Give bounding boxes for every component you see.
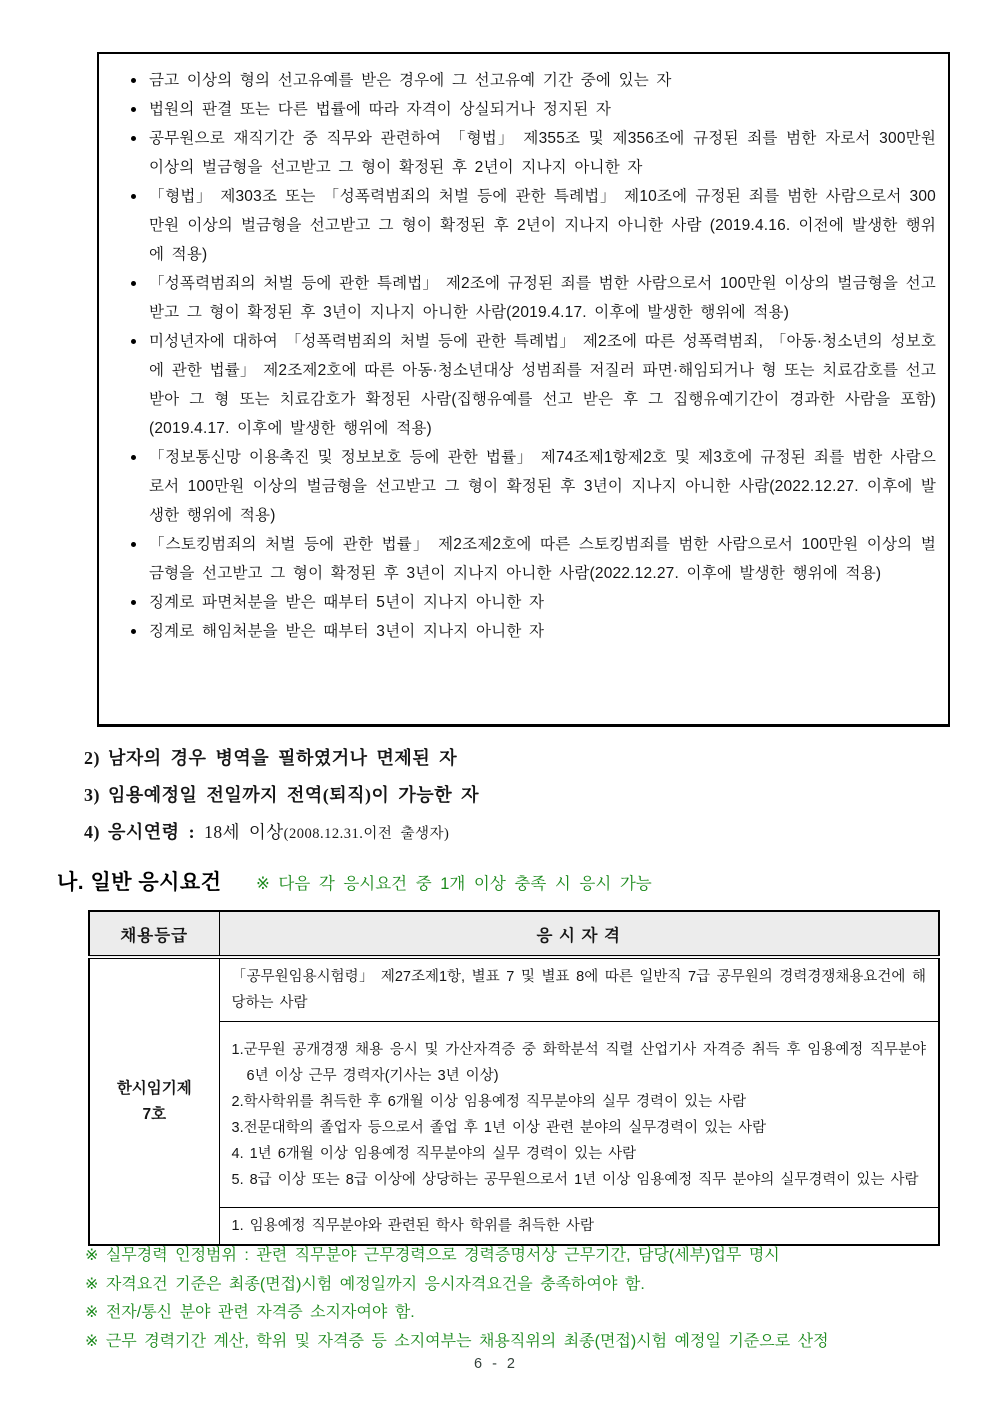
disqualification-item-text: 「스토킹범죄의 처벌 등에 관한 법률」 제2조제2호에 따른 스토킹범죄를 범한 사람으로서 100만원 이상의 벌금형을 선고받고 그 형이 확정된 후 3년이 지나지 아니한 사람(2022.12.27. 이후에 발생한 행위에 적용) xyxy=(149,536,936,582)
footnote: ※ 실무경력 인정범위 : 관련 직무분야 근무경력으로 경력증명서상 근무기간, 담당(세부)업무 명시 xyxy=(85,1247,780,1264)
section-note: ※ 다음 각 응시요건 중 1개 이상 충족 시 응시 가능 xyxy=(255,875,652,893)
footnote: ※ 전자/통신 분야 관련 자격증 소지자여야 함. xyxy=(85,1304,415,1321)
disqualification-item-text: 공무원으로 재직기간 중 직무와 관련하여 「형법」 제355조 및 제356조에 규정된 죄를 범한 자로서 300만원 이상의 벌금형을 선고받고 그 형이 확정된 후 2년이 지나지 아니한 자 xyxy=(149,130,936,176)
disqualification-box xyxy=(97,52,950,727)
condition-text: 남자의 경우 병역을 필하였거나 면제된 자 xyxy=(108,748,458,768)
qualification-cell-experience xyxy=(219,1022,939,1208)
table-row xyxy=(89,957,939,1022)
section-heading-row xyxy=(57,866,957,896)
condition-military-service xyxy=(84,740,944,777)
qualification-item: 2.학사학위를 취득한 후 6개월 이상 임용예정 직무분야의 실무 경력이 있는 사람 xyxy=(231,1093,747,1110)
qualification-item: 3.전문대학의 졸업자 등으로서 졸업 후 1년 이상 관련 분야의 실무경력이 있는 사람 xyxy=(231,1119,767,1136)
condition-number: 3) xyxy=(84,785,100,805)
qualification-text: 「공무원임용시험령」 제27조제1항, 별표 7 및 별표 8에 따른 일반직 7급 공무원의 경력경쟁채용요건에 해당하는 사람 xyxy=(231,969,926,1011)
disqualification-item xyxy=(111,443,936,530)
col-header-grade: 채용등급 xyxy=(89,911,219,957)
condition-colon: : xyxy=(179,822,205,842)
bullet-icon xyxy=(131,107,136,112)
qualification-item: 5. 8급 이상 또는 8급 이상에 상당하는 공무원으로서 1년 이상 임용예정 직무 분야의 실무경력이 있는 사람 xyxy=(231,1171,919,1188)
bullet-icon xyxy=(131,542,136,547)
bullet-icon xyxy=(131,455,136,460)
bullet-icon xyxy=(131,629,136,634)
condition-number: 4) xyxy=(84,822,100,842)
general-conditions-list xyxy=(84,740,944,853)
section-title: 나. 일반 응시요건 xyxy=(57,871,222,894)
disqualification-item-text: 법원의 판결 또는 다른 법률에 따라 자격이 상실되거나 정지된 자 xyxy=(149,101,612,118)
qualification-cell-general xyxy=(219,957,939,1022)
condition-value: 18세 이상 xyxy=(204,822,284,842)
bullet-icon xyxy=(131,281,136,286)
disqualification-item xyxy=(111,66,936,95)
disqualification-item xyxy=(111,617,936,646)
condition-number: 2) xyxy=(84,748,100,768)
bullet-icon xyxy=(131,600,136,605)
grade-cell xyxy=(89,957,219,1245)
condition-discharge xyxy=(84,777,944,814)
disqualification-item xyxy=(111,95,936,124)
disqualification-item-text: 「형법」 제303조 또는 「성폭력범죄의 처벌 등에 관한 특례법」 제10조에 규정된 죄를 범한 사람으로서 300만원 이상의 벌금형을 선고받고 그 형이 확정된 후 2년이 지나지 아니한 사람 (2019.4.16. 이전에 발생한 행위에 적용) xyxy=(149,188,936,263)
disqualification-item xyxy=(111,530,936,588)
footnotes xyxy=(85,1242,960,1356)
qualification-text: 1. 임용예정 직무분야와 관련된 학사 학위를 취득한 사람 xyxy=(231,1218,594,1234)
footnote: ※ 근무 경력기간 계산, 학위 및 자격증 등 소지여부는 채용직위의 최종(면접)시험 예정일 기준으로 산정 xyxy=(85,1332,829,1350)
disqualification-item-text: 미성년자에 대하여 「성폭력범죄의 처벌 등에 관한 특례법」 제2조에 따른 성폭력범죄, 「아동·청소년의 성보호에 관한 법률」 제2조제2호에 따른 아동·청소년대상 성범죄를 저질러 파면·해임되거나 형 또는 치료감호를 선고받아 그 형 또는 치료감호가 확정된 사람(집행유예를 선고 받은 후 그 집행유예기간이 경과한 사람을 포함)(2019.4.17. 이후에 발생한 행위에 적용) xyxy=(149,333,936,437)
condition-text: 임용예정일 전일까지 전역(퇴직)이 가능한 자 xyxy=(108,785,479,805)
disqualification-list xyxy=(111,66,936,646)
disqualification-item-text: 금고 이상의 형의 선고유예를 받은 경우에 그 선고유예 기간 중에 있는 자 xyxy=(149,72,672,89)
qualification-item: 4. 1년 6개월 이상 임용예정 직무분야의 실무 경력이 있는 사람 xyxy=(231,1145,637,1162)
disqualification-item-text: 징계로 해임처분을 받은 때부터 3년이 지나지 아니한 자 xyxy=(149,623,545,640)
qualification-cell-degree xyxy=(219,1208,939,1246)
disqualification-item-text: 「정보통신망 이용촉진 및 정보보호 등에 관한 법률」 제74조제1항제2호 및 제3호에 규정된 죄를 범한 사람으로서 100만원 이상의 벌금형을 선고받고 그 형이 확정된 후 3년이 지나지 아니한 사람(2022.12.27. 이후에 발생한 행위에 적용) xyxy=(149,449,936,524)
condition-age xyxy=(84,814,944,853)
table-header-row xyxy=(89,911,939,957)
bullet-icon xyxy=(131,78,136,83)
bullet-icon xyxy=(131,136,136,141)
disqualification-item xyxy=(111,588,936,617)
footnote: ※ 자격요건 기준은 최종(면접)시험 예정일까지 응시자격요건을 충족하여야 함. xyxy=(85,1275,645,1293)
disqualification-item-text: 「성폭력범죄의 처벌 등에 관한 특례법」 제2조에 규정된 죄를 범한 사람으로서 100만원 이상의 벌금형을 선고받고 그 형이 확정된 후 3년이 지나지 아니한 사람(2019.4.17. 이후에 발생한 행위에 적용) xyxy=(149,275,936,321)
condition-note: (2008.12.31.이전 출생자) xyxy=(283,826,450,842)
disqualification-item xyxy=(111,124,936,182)
disqualification-item xyxy=(111,182,936,269)
qualification-item: 1.군무원 공개경쟁 채용 응시 및 가산자격증 중 화학분석 직렬 산업기사 자격증 취득 후 임용예정 직무분야 6년 이상 근무 경력자(기사는 3년 이상) xyxy=(231,1041,926,1084)
disqualification-item xyxy=(111,269,936,327)
disqualification-item-text: 징계로 파면처분을 받은 때부터 5년이 지나지 아니한 자 xyxy=(149,594,545,611)
bullet-icon xyxy=(131,339,136,344)
bullet-icon xyxy=(131,194,136,199)
eligibility-table xyxy=(88,910,940,1246)
disqualification-item xyxy=(111,327,936,443)
col-header-qualification: 응 시 자 격 xyxy=(219,911,939,957)
condition-label: 응시연령 xyxy=(108,822,180,842)
grade-line2: 7호 xyxy=(142,1105,167,1123)
grade-line1: 한시임기제 xyxy=(116,1079,192,1097)
page-number: 6 - 2 xyxy=(473,1356,518,1372)
